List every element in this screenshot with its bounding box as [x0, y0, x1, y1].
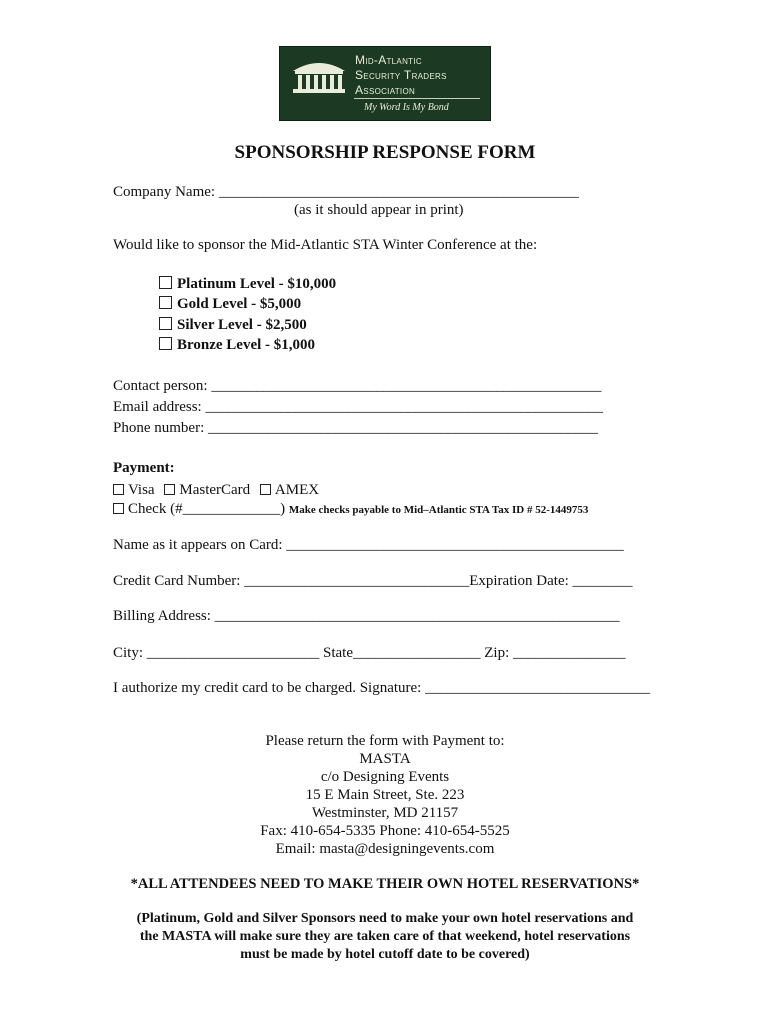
email-address-field[interactable]: Email address: _____________________________________________________	[113, 399, 603, 415]
company-name-line: ________________________________________________	[218, 184, 579, 200]
level-silver[interactable]: Silver Level - $2,500	[159, 317, 307, 334]
amex-checkbox[interactable]	[260, 484, 271, 495]
logo-rule	[354, 98, 480, 99]
level-bronze[interactable]: Bronze Level - $1,000	[159, 337, 315, 354]
silver-checkbox[interactable]	[159, 317, 172, 330]
return-line-3: c/o Designing Events	[320, 769, 450, 785]
company-name-label: Company Name:	[113, 184, 219, 200]
building-icon	[289, 57, 349, 95]
card-type-row	[113, 482, 319, 499]
level-gold[interactable]: Gold Level - $5,000	[159, 296, 301, 313]
credit-card-number-field[interactable]: Credit Card Number: ______________________________Expiration Date: ________	[113, 573, 633, 589]
mastercard-label: MasterCard	[179, 482, 251, 498]
return-line-5: Westminster, MD 21157	[311, 805, 459, 821]
logo-line-3: Association	[355, 83, 416, 97]
form-title: SPONSORSHIP RESPONSE FORM	[234, 142, 536, 163]
bronze-checkbox[interactable]	[159, 337, 172, 350]
visa-label: Visa	[128, 482, 155, 498]
mastercard-checkbox[interactable]	[164, 484, 175, 495]
footnote-line-2: the MASTA will make sure they are taken care of that weekend, hotel reservations	[139, 929, 631, 944]
amex-label: AMEX	[274, 482, 320, 498]
footnote-line-3: must be made by hotel cutoff date to be covered)	[240, 947, 530, 962]
billing-address-field[interactable]: Billing Address: ______________________________________________________	[113, 608, 620, 624]
visa-checkbox[interactable]	[113, 484, 124, 495]
city-state-zip-field[interactable]: City: _______________________ State_________________ Zip: _______________	[113, 645, 626, 661]
logo-line-2: Security Traders	[355, 68, 447, 82]
masta-logo	[279, 46, 491, 121]
sponsor-intro: Would like to sponsor the Mid-Atlantic STA Winter Conference at the:	[113, 237, 538, 253]
check-row	[113, 501, 588, 518]
return-line-4: 15 E Main Street, Ste. 223	[305, 787, 465, 803]
gold-checkbox[interactable]	[159, 296, 172, 309]
check-label[interactable]: Check (#_____________)	[128, 501, 286, 517]
return-line-2: MASTA	[359, 751, 411, 767]
logo-tagline: My Word Is My Bond	[364, 102, 449, 113]
hotel-notice: *ALL ATTENDEES NEED TO MAKE THEIR OWN HOTEL RESERVATIONS*	[130, 876, 640, 892]
company-print-note: (as it should appear in print)	[294, 202, 464, 218]
company-name-field[interactable]	[113, 184, 579, 201]
check-checkbox[interactable]	[113, 503, 124, 514]
level-platinum[interactable]: Platinum Level - $10,000	[159, 276, 336, 293]
logo-line-1: Mid-Atlantic	[355, 53, 422, 67]
payment-heading: Payment:	[113, 460, 175, 476]
name-on-card-field[interactable]: Name as it appears on Card: _____________________________________________	[113, 537, 624, 553]
phone-number-field[interactable]: Phone number: ____________________________________________________	[113, 420, 598, 436]
footnote-line-1: (Platinum, Gold and Silver Sponsors need to make your own hotel reservations and	[136, 911, 634, 926]
return-line-1: Please return the form with Payment to:	[265, 733, 505, 749]
return-email: Email: masta@designingevents.com	[275, 841, 495, 857]
platinum-checkbox[interactable]	[159, 276, 172, 289]
check-payable-note: Make checks payable to Mid–Atlantic STA Tax ID # 52-1449753	[288, 504, 589, 516]
contact-person-field[interactable]: Contact person: ____________________________________________________	[113, 378, 602, 394]
signature-field[interactable]: I authorize my credit card to be charged. Signature: ______________________________	[113, 680, 651, 696]
return-line-6: Fax: 410-654-5335 Phone: 410-654-5525	[260, 823, 510, 839]
